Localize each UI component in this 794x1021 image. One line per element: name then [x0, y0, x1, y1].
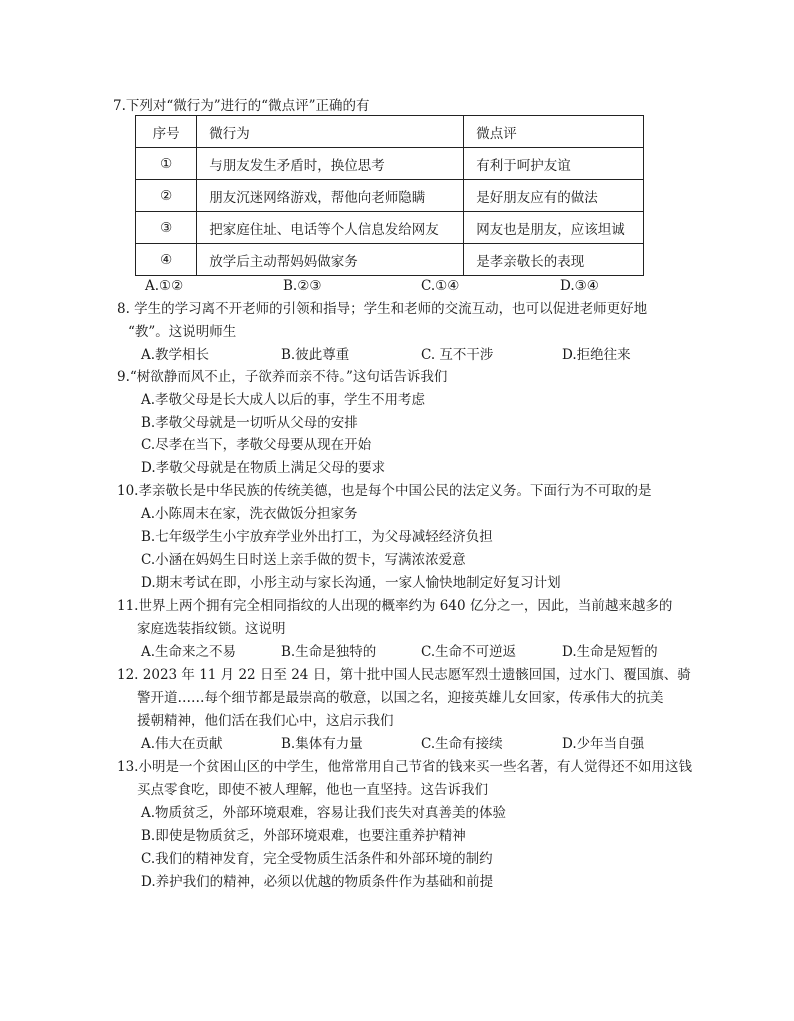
q8-option-b[interactable]: B.彼此尊重: [281, 347, 350, 363]
q11-option-d[interactable]: D.生命是短暂的: [562, 644, 658, 660]
q12-stem-line-3: 援朝精神，他们活在我们心中，这启示我们: [137, 713, 394, 729]
table-cell: 是好朋友应有的做法: [464, 180, 644, 212]
table-cell: 与朋友发生矛盾时，换位思考: [197, 148, 464, 180]
q13-option-a[interactable]: A.物质贫乏，外部环境艰难，容易让我们丧失对真善美的体验: [141, 805, 507, 821]
q12-options: [0, 734, 794, 754]
q10-option-c[interactable]: C.小涵在妈妈生日时送上亲手做的贺卡，写满浓浓爱意: [141, 552, 466, 568]
q11-option-b[interactable]: B.生命是独特的: [281, 644, 377, 660]
table-header-cell: 序号: [136, 116, 197, 148]
q7-table: [135, 115, 644, 276]
q13-stem-line-1: 13.小明是一个贫困山区的中学生，他常常用自己节省的钱来买一些名著，有人觉得还不如用这钱: [117, 759, 692, 775]
q11-options: [0, 642, 794, 662]
q12-stem-line-1: 12. 2023 年 11 月 22 日至 24 日，第十批中国人民志愿军烈士遗骸回国，过水门、覆国旗、骑: [117, 667, 691, 683]
q12-option-b[interactable]: B.集体有力量: [281, 736, 363, 752]
table-cell: ①: [136, 148, 197, 180]
q13-option-b[interactable]: B.即使是物质贫乏，外部环境艰难，也要注重养护精神: [141, 828, 466, 844]
table-row: [136, 212, 644, 244]
q9-option-d[interactable]: D.孝敬父母就是在物质上满足父母的要求: [141, 460, 386, 476]
q8-option-d[interactable]: D.拒绝往来: [562, 347, 631, 363]
q7-option-c[interactable]: C.①④: [421, 278, 460, 294]
q12-option-a[interactable]: A.伟大在贡献: [141, 736, 223, 752]
q8-option-a[interactable]: A.教学相长: [141, 347, 210, 363]
q11-option-c[interactable]: C.生命不可逆返: [421, 644, 517, 660]
q10-option-b[interactable]: B.七年级学生小宇放弃学业外出打工，为父母减轻经济负担: [141, 529, 493, 545]
q11-stem-line-1: 11.世界上两个拥有完全相同指纹的人出现的概率约为 640 亿分之一，因此，当前越来越多的: [117, 598, 673, 614]
q7-stem: 7.下列对“微行为”进行的“微点评”正确的有: [113, 98, 370, 114]
q11-option-a[interactable]: A.生命来之不易: [141, 644, 237, 660]
table-cell: 有利于呵护友谊: [464, 148, 644, 180]
table-cell: 是孝亲敬长的表现: [464, 244, 644, 276]
table-header-row: [136, 116, 644, 148]
q7-option-a[interactable]: A.①②: [145, 278, 184, 294]
q9-option-b[interactable]: B.孝敬父母就是一切听从父母的安排: [141, 415, 358, 431]
q7-option-d[interactable]: D.③④: [560, 278, 599, 294]
table-row: [136, 148, 644, 180]
q12-option-d[interactable]: D.少年当自强: [562, 736, 645, 752]
table-row: [136, 180, 644, 212]
table-header-cell: 微行为: [197, 116, 464, 148]
table-cell: ②: [136, 180, 197, 212]
q12-option-c[interactable]: C.生命有接续: [421, 736, 503, 752]
q8-option-c[interactable]: C. 互不干涉: [421, 347, 494, 363]
q13-option-c[interactable]: C.我们的精神发育，完全受物质生活条件和外部环境的制约: [141, 851, 493, 867]
table-cell: 把家庭住址、电话等个人信息发给网友: [197, 212, 464, 244]
table-cell: 放学后主动帮妈妈做家务: [197, 244, 464, 276]
q12-stem-line-2: 警开道……每个细节都是最崇高的敬意，以国之名，迎接英雄儿女回家，传承伟大的抗美: [137, 690, 664, 706]
q11-stem-line-2: 家庭选装指纹锁。这说明: [137, 621, 286, 637]
q9-option-a[interactable]: A.孝敬父母是长大成人以后的事，学生不用考虑: [141, 392, 426, 408]
q10-stem: 10.孝亲敬长是中华民族的传统美德，也是每个中国公民的法定义务。下面行为不可取的是: [117, 483, 652, 499]
table-header-cell: 微点评: [464, 116, 644, 148]
table-cell: 朋友沉迷网络游戏，帮他向老师隐瞒: [197, 180, 464, 212]
q8-stem-line-1: 8. 学生的学习离不开老师的引领和指导；学生和老师的交流互动，也可以促进老师更好地: [117, 301, 648, 317]
table-cell: 网友也是朋友，应该坦诚: [464, 212, 644, 244]
q13-option-d[interactable]: D.养护我们的精神，必须以优越的物质条件作为基础和前提: [141, 874, 494, 890]
table-row: [136, 244, 644, 276]
q8-stem-line-2: “教”。这说明师生: [128, 324, 237, 340]
q10-option-d[interactable]: D.期末考试在即，小彤主动与家长沟通，一家人愉快地制定好复习计划: [141, 575, 561, 591]
q9-stem: 9.“树欲静而风不止，子欲养而亲不待。”这句话告诉我们: [117, 369, 448, 385]
q7-options: [0, 276, 794, 296]
q13-stem-line-2: 买点零食吃，即使不被人理解，他也一直坚持。这告诉我们: [137, 782, 488, 798]
q7-option-b[interactable]: B.②③: [283, 278, 322, 294]
q9-option-c[interactable]: C.尽孝在当下，孝敬父母要从现在开始: [141, 437, 372, 453]
q8-options: [0, 345, 794, 365]
table-cell: ④: [136, 244, 197, 276]
q10-option-a[interactable]: A.小陈周末在家，洗衣做饭分担家务: [141, 506, 358, 522]
table-cell: ③: [136, 212, 197, 244]
